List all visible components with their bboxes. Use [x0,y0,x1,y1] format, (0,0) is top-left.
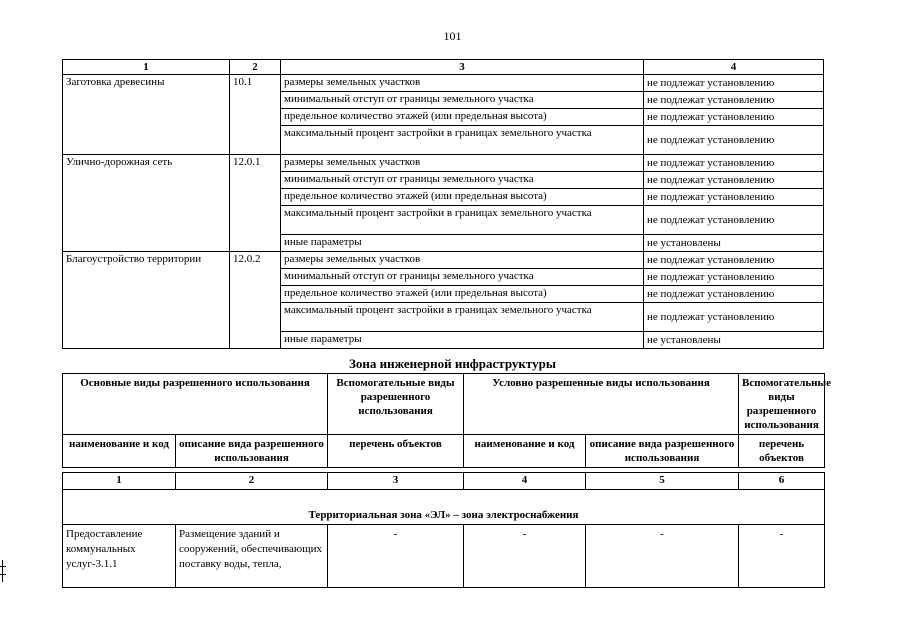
margin-mark [0,566,6,567]
table-row [63,155,824,172]
parameter-name: минимальный отступ от границы земельного участка [281,269,644,286]
table-row [63,252,824,269]
conditional-use-name: - [464,525,586,588]
parameter-name: иные параметры [281,332,644,349]
conditional-use-description: - [586,525,739,588]
column-header: 3 [281,60,644,75]
conditional-uses-header: Условно разрешенные виды использования [464,374,739,435]
aux2-list-header: перечень объектов [739,435,825,468]
parameter-name: минимальный отступ от границы земельного участка [281,92,644,109]
zone-uses-table [62,373,831,588]
aux1-list-header: перечень объектов [328,435,464,468]
main-uses-header: Основные виды разрешенного использования [63,374,328,435]
parameter-value: не подлежат установлению [644,252,824,269]
use-type-code: 12.0.1 [230,155,281,252]
parameter-name: минимальный отступ от границы земельного участка [281,172,644,189]
aux2-objects: - [739,525,825,588]
parameter-value: не подлежат установлению [644,303,824,332]
column-header: 4 [644,60,824,75]
cond-desc-header: описание вида разрешенного использования [586,435,739,468]
parameter-value: не подлежат установлению [644,75,824,92]
parameter-name: предельное количество этажей (или предельная высота) [281,189,644,206]
column-number: 4 [464,473,586,490]
zone-title: Зона инженерной инфраструктуры [349,356,556,371]
column-header: 2 [230,60,281,75]
parameter-value: не подлежат установлению [644,155,824,172]
use-name: Предоставление коммунальных услуг-3.1.1 [63,525,176,588]
aux-uses-header-2: Вспомогательные виды разрешенного использования [739,374,825,435]
main-name-header: наименование и код [63,435,176,468]
parameter-value: не подлежат установлению [644,172,824,189]
aux-uses-header-1: Вспомогательные виды разрешенного использования [328,374,464,435]
parameter-name: иные параметры [281,235,644,252]
parameter-value: не подлежат установлению [644,269,824,286]
use-type-code: 10.1 [230,75,281,155]
use-type-name: Заготовка древесины [63,75,230,155]
margin-mark [0,574,6,575]
parameter-value: не установлены [644,235,824,252]
parameter-name: предельное количество этажей (или предельная высота) [281,286,644,303]
column-number: 6 [739,473,825,490]
parameter-value: не установлены [644,332,824,349]
use-type-code: 12.0.2 [230,252,281,349]
parameter-name: максимальный процент застройки в границах земельного участка [281,303,644,332]
parameter-name: размеры земельных участков [281,75,644,92]
parameter-name: предельное количество этажей (или предельная высота) [281,109,644,126]
parameter-value: не подлежат установлению [644,206,824,235]
parameter-name: размеры земельных участков [281,155,644,172]
main-desc-header: описание вида разрешенного использования [176,435,328,468]
parameter-value: не подлежат установлению [644,109,824,126]
page-number: 101 [443,29,462,43]
cond-name-header: наименование и код [464,435,586,468]
use-type-name: Благоустройство территории [63,252,230,349]
column-number: 1 [63,473,176,490]
column-header: 1 [63,60,230,75]
parameter-name: максимальный процент застройки в границах земельного участка [281,126,644,155]
use-type-name: Улично-дорожная сеть [63,155,230,252]
use-description: Размещение зданий и сооружений, обеспечивающих поставку воды, тепла, [176,525,328,588]
parameter-value: не подлежат установлению [644,286,824,303]
table-row [63,75,824,92]
parameter-value: не подлежат установлению [644,189,824,206]
column-number: 2 [176,473,328,490]
land-parameters-table [62,59,824,349]
territorial-zone-row: Территориальная зона «ЭЛ» – зона электроснабжения [63,490,825,525]
parameter-value: не подлежат установлению [644,92,824,109]
parameter-name: размеры земельных участков [281,252,644,269]
aux1-objects: - [328,525,464,588]
parameter-name: максимальный процент застройки в границах земельного участка [281,206,644,235]
parameter-value: не подлежат установлению [644,126,824,155]
column-number: 5 [586,473,739,490]
column-number: 3 [328,473,464,490]
margin-mark [2,560,5,582]
